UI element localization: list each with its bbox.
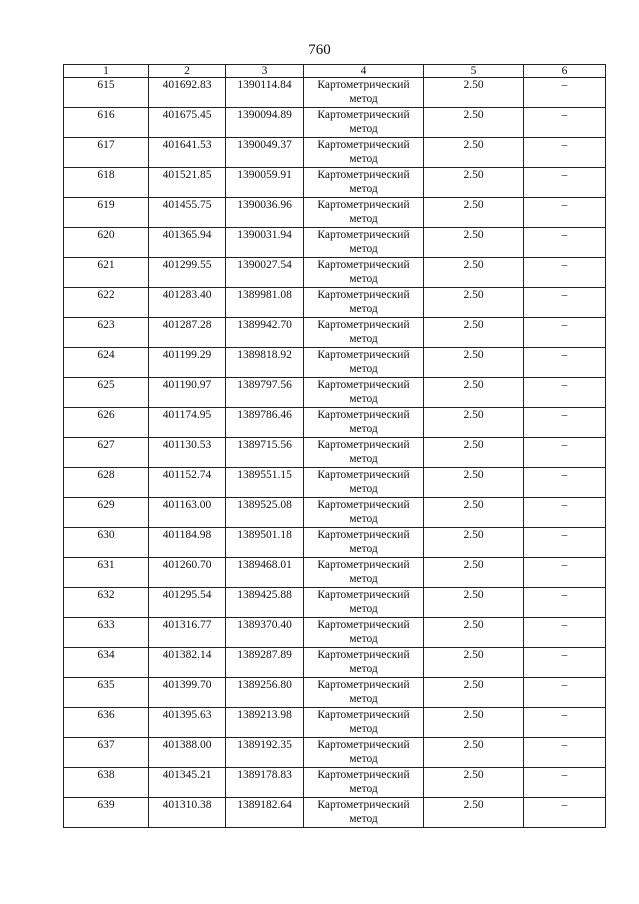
accuracy-cell: 2.50: [424, 498, 524, 528]
y-coordinate-cell: 1389182.64: [226, 798, 304, 828]
point-number-cell: 632: [64, 588, 149, 618]
accuracy-cell: 2.50: [424, 678, 524, 708]
description-cell: –: [524, 138, 606, 168]
x-coordinate-cell: 401455.75: [149, 198, 226, 228]
x-coordinate-cell: 401399.70: [149, 678, 226, 708]
description-cell: –: [524, 738, 606, 768]
header-cell: 1: [64, 65, 149, 78]
table-row: [64, 798, 606, 828]
point-number-cell: 638: [64, 768, 149, 798]
y-coordinate-cell: 1389551.15: [226, 468, 304, 498]
method-cell: Картометрический метод: [304, 738, 424, 768]
point-number-cell: 636: [64, 708, 149, 738]
table-row: [64, 678, 606, 708]
table-row: [64, 168, 606, 198]
table-row: [64, 468, 606, 498]
point-number-cell: 635: [64, 678, 149, 708]
table-row: [64, 198, 606, 228]
x-coordinate-cell: 401295.54: [149, 588, 226, 618]
accuracy-cell: 2.50: [424, 798, 524, 828]
method-cell: Картометрический метод: [304, 408, 424, 438]
y-coordinate-cell: 1389786.46: [226, 408, 304, 438]
x-coordinate-cell: 401675.45: [149, 108, 226, 138]
method-cell: Картометрический метод: [304, 78, 424, 108]
method-cell: Картометрический метод: [304, 258, 424, 288]
x-coordinate-cell: 401190.97: [149, 378, 226, 408]
description-cell: –: [524, 288, 606, 318]
accuracy-cell: 2.50: [424, 348, 524, 378]
x-coordinate-cell: 401299.55: [149, 258, 226, 288]
y-coordinate-cell: 1390036.96: [226, 198, 304, 228]
description-cell: –: [524, 708, 606, 738]
accuracy-cell: 2.50: [424, 228, 524, 258]
description-cell: –: [524, 348, 606, 378]
y-coordinate-cell: 1390114.84: [226, 78, 304, 108]
description-cell: –: [524, 78, 606, 108]
table-row: [64, 768, 606, 798]
point-number-cell: 625: [64, 378, 149, 408]
point-number-cell: 621: [64, 258, 149, 288]
y-coordinate-cell: 1390031.94: [226, 228, 304, 258]
y-coordinate-cell: 1389818.92: [226, 348, 304, 378]
table-row: [64, 558, 606, 588]
point-number-cell: 628: [64, 468, 149, 498]
point-number-cell: 629: [64, 498, 149, 528]
table-row: [64, 108, 606, 138]
method-cell: Картометрический метод: [304, 588, 424, 618]
x-coordinate-cell: 401174.95: [149, 408, 226, 438]
y-coordinate-cell: 1389468.01: [226, 558, 304, 588]
point-number-cell: 624: [64, 348, 149, 378]
table-row: [64, 588, 606, 618]
table-row: [64, 708, 606, 738]
x-coordinate-cell: 401184.98: [149, 528, 226, 558]
accuracy-cell: 2.50: [424, 288, 524, 318]
method-cell: Картометрический метод: [304, 648, 424, 678]
table-row: [64, 348, 606, 378]
description-cell: –: [524, 378, 606, 408]
point-number-cell: 633: [64, 618, 149, 648]
point-number-cell: 618: [64, 168, 149, 198]
table-row: [64, 438, 606, 468]
method-cell: Картометрический метод: [304, 108, 424, 138]
method-cell: Картометрический метод: [304, 498, 424, 528]
coordinates-table: [63, 64, 606, 828]
header-cell: 5: [424, 65, 524, 78]
description-cell: –: [524, 108, 606, 138]
header-row: [64, 65, 606, 78]
method-cell: Картометрический метод: [304, 168, 424, 198]
y-coordinate-cell: 1389192.35: [226, 738, 304, 768]
x-coordinate-cell: 401130.53: [149, 438, 226, 468]
table-row: [64, 618, 606, 648]
y-coordinate-cell: 1389256.80: [226, 678, 304, 708]
accuracy-cell: 2.50: [424, 558, 524, 588]
accuracy-cell: 2.50: [424, 528, 524, 558]
accuracy-cell: 2.50: [424, 588, 524, 618]
accuracy-cell: 2.50: [424, 468, 524, 498]
method-cell: Картометрический метод: [304, 678, 424, 708]
point-number-cell: 620: [64, 228, 149, 258]
accuracy-cell: 2.50: [424, 738, 524, 768]
table-body: [64, 78, 606, 828]
point-number-cell: 623: [64, 318, 149, 348]
x-coordinate-cell: 401310.38: [149, 798, 226, 828]
accuracy-cell: 2.50: [424, 198, 524, 228]
accuracy-cell: 2.50: [424, 378, 524, 408]
description-cell: –: [524, 498, 606, 528]
x-coordinate-cell: 401287.28: [149, 318, 226, 348]
table-row: [64, 318, 606, 348]
method-cell: Картометрический метод: [304, 288, 424, 318]
point-number-cell: 626: [64, 408, 149, 438]
point-number-cell: 617: [64, 138, 149, 168]
description-cell: –: [524, 648, 606, 678]
point-number-cell: 627: [64, 438, 149, 468]
description-cell: –: [524, 318, 606, 348]
description-cell: –: [524, 408, 606, 438]
description-cell: –: [524, 198, 606, 228]
x-coordinate-cell: 401345.21: [149, 768, 226, 798]
table-row: [64, 258, 606, 288]
accuracy-cell: 2.50: [424, 408, 524, 438]
table-header: [64, 65, 606, 78]
y-coordinate-cell: 1389715.56: [226, 438, 304, 468]
method-cell: Картометрический метод: [304, 708, 424, 738]
method-cell: Картометрический метод: [304, 528, 424, 558]
method-cell: Картометрический метод: [304, 768, 424, 798]
method-cell: Картометрический метод: [304, 318, 424, 348]
method-cell: Картометрический метод: [304, 468, 424, 498]
x-coordinate-cell: 401382.14: [149, 648, 226, 678]
method-cell: Картометрический метод: [304, 228, 424, 258]
accuracy-cell: 2.50: [424, 618, 524, 648]
y-coordinate-cell: 1389501.18: [226, 528, 304, 558]
x-coordinate-cell: 401163.00: [149, 498, 226, 528]
x-coordinate-cell: 401692.83: [149, 78, 226, 108]
table-row: [64, 288, 606, 318]
x-coordinate-cell: 401199.29: [149, 348, 226, 378]
accuracy-cell: 2.50: [424, 168, 524, 198]
method-cell: Картометрический метод: [304, 798, 424, 828]
table-row: [64, 138, 606, 168]
description-cell: –: [524, 258, 606, 288]
method-cell: Картометрический метод: [304, 138, 424, 168]
header-cell: 2: [149, 65, 226, 78]
x-coordinate-cell: 401283.40: [149, 288, 226, 318]
accuracy-cell: 2.50: [424, 648, 524, 678]
x-coordinate-cell: 401641.53: [149, 138, 226, 168]
accuracy-cell: 2.50: [424, 78, 524, 108]
description-cell: –: [524, 468, 606, 498]
header-cell: 4: [304, 65, 424, 78]
y-coordinate-cell: 1390059.91: [226, 168, 304, 198]
description-cell: –: [524, 528, 606, 558]
accuracy-cell: 2.50: [424, 708, 524, 738]
y-coordinate-cell: 1389981.08: [226, 288, 304, 318]
header-cell: 3: [226, 65, 304, 78]
point-number-cell: 615: [64, 78, 149, 108]
table-row: [64, 738, 606, 768]
y-coordinate-cell: 1389287.89: [226, 648, 304, 678]
y-coordinate-cell: 1389370.40: [226, 618, 304, 648]
description-cell: –: [524, 558, 606, 588]
table-row: [64, 528, 606, 558]
y-coordinate-cell: 1389178.83: [226, 768, 304, 798]
method-cell: Картометрический метод: [304, 198, 424, 228]
table-row: [64, 648, 606, 678]
y-coordinate-cell: 1390094.89: [226, 108, 304, 138]
table-row: [64, 378, 606, 408]
header-cell: 6: [524, 65, 606, 78]
point-number-cell: 639: [64, 798, 149, 828]
x-coordinate-cell: 401365.94: [149, 228, 226, 258]
table-row: [64, 228, 606, 258]
point-number-cell: 619: [64, 198, 149, 228]
description-cell: –: [524, 438, 606, 468]
accuracy-cell: 2.50: [424, 138, 524, 168]
method-cell: Картометрический метод: [304, 558, 424, 588]
x-coordinate-cell: 401152.74: [149, 468, 226, 498]
x-coordinate-cell: 401260.70: [149, 558, 226, 588]
point-number-cell: 622: [64, 288, 149, 318]
point-number-cell: 616: [64, 108, 149, 138]
method-cell: Картометрический метод: [304, 348, 424, 378]
y-coordinate-cell: 1389213.98: [226, 708, 304, 738]
accuracy-cell: 2.50: [424, 108, 524, 138]
description-cell: –: [524, 618, 606, 648]
accuracy-cell: 2.50: [424, 438, 524, 468]
point-number-cell: 637: [64, 738, 149, 768]
description-cell: –: [524, 168, 606, 198]
description-cell: –: [524, 768, 606, 798]
y-coordinate-cell: 1389942.70: [226, 318, 304, 348]
description-cell: –: [524, 678, 606, 708]
accuracy-cell: 2.50: [424, 768, 524, 798]
x-coordinate-cell: 401388.00: [149, 738, 226, 768]
y-coordinate-cell: 1389797.56: [226, 378, 304, 408]
y-coordinate-cell: 1389425.88: [226, 588, 304, 618]
y-coordinate-cell: 1389525.08: [226, 498, 304, 528]
method-cell: Картометрический метод: [304, 438, 424, 468]
x-coordinate-cell: 401316.77: [149, 618, 226, 648]
page-number: 760: [308, 42, 331, 58]
method-cell: Картометрический метод: [304, 618, 424, 648]
accuracy-cell: 2.50: [424, 318, 524, 348]
description-cell: –: [524, 798, 606, 828]
table-row: [64, 498, 606, 528]
point-number-cell: 630: [64, 528, 149, 558]
point-number-cell: 634: [64, 648, 149, 678]
description-cell: –: [524, 228, 606, 258]
method-cell: Картометрический метод: [304, 378, 424, 408]
x-coordinate-cell: 401395.63: [149, 708, 226, 738]
table-row: [64, 78, 606, 108]
description-cell: –: [524, 588, 606, 618]
y-coordinate-cell: 1390027.54: [226, 258, 304, 288]
accuracy-cell: 2.50: [424, 258, 524, 288]
table-row: [64, 408, 606, 438]
x-coordinate-cell: 401521.85: [149, 168, 226, 198]
y-coordinate-cell: 1390049.37: [226, 138, 304, 168]
point-number-cell: 631: [64, 558, 149, 588]
